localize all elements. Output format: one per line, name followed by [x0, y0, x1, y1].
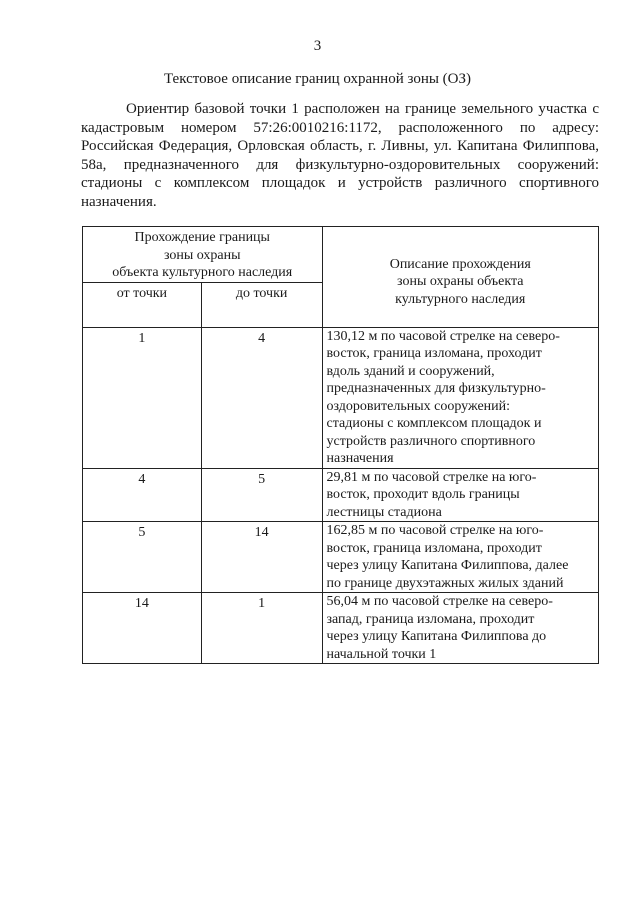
header-description: [322, 227, 599, 328]
cell-description: [322, 327, 599, 468]
desc-line: по границе двухэтажных жилых зданий: [326, 575, 564, 591]
header-desc-line: Описание прохождения: [389, 256, 531, 272]
table-row: [83, 522, 599, 593]
header-desc-line: зоны охраны объекта: [397, 274, 524, 289]
desc-line: лестницы стадиона: [326, 504, 442, 520]
cell-from: 1: [83, 327, 202, 468]
table-row: [83, 327, 599, 468]
desc-line: 56,04 м по часовой стрелке на северо-: [326, 594, 553, 609]
desc-line: устройств различного спортивного: [326, 433, 536, 449]
desc-line: 162,85 м по часовой стрелке на юго-: [326, 523, 544, 538]
cell-to: 4: [201, 327, 322, 468]
cell-from: 4: [83, 468, 202, 522]
intro-text: Ориентир базовой точки 1 расположен на границе земельного участка с кадастровым номером 57:26:0010216:1172, расположенного по адресу: Российская Федерация, Орловская область, г. Ливны, ул. Капитана Филиппова, 58а, предназначенного для физкультурно-оздоровительных сооружений: стадионы с комплексом площадок и устройств различного спортивного назначения.: [81, 101, 599, 210]
document-title: Текстовое описание границ охранной зоны (ОЗ): [163, 71, 472, 87]
desc-line: через улицу Капитана Филиппова до: [326, 629, 547, 644]
table-header-row: [83, 227, 599, 283]
header-from-point: от точки: [83, 282, 202, 327]
desc-line: восток, граница изломана, проходит: [326, 346, 542, 361]
cell-description: [322, 522, 599, 593]
header-desc-line: культурного наследия: [395, 291, 526, 307]
desc-line: предназначенных для физкультурно-: [326, 381, 546, 396]
desc-line: через улицу Капитана Филиппова, далее: [326, 558, 569, 573]
header-group-line: объекта культурного наследия: [112, 265, 293, 280]
page-number: 3: [313, 38, 322, 54]
boundary-table: [82, 226, 599, 664]
header-group-line: Прохождение границы: [134, 230, 270, 245]
cell-from: 5: [83, 522, 202, 593]
cell-to: 1: [201, 593, 322, 664]
cell-to: 5: [201, 468, 322, 522]
header-group-line: зоны охраны: [163, 247, 241, 263]
desc-line: запад, граница изломана, проходит: [326, 611, 535, 627]
desc-line: 29,81 м по часовой стрелке на юго-: [326, 469, 537, 485]
cell-description: [322, 468, 599, 522]
intro-paragraph: [81, 100, 599, 211]
table-row: [83, 593, 599, 664]
cell-description: [322, 593, 599, 664]
desc-line: назначения: [326, 451, 394, 466]
header-to-point: до точки: [201, 282, 322, 327]
desc-line: восток, проходит вдоль границы: [326, 487, 520, 502]
desc-line: восток, граница изломана, проходит: [326, 540, 542, 556]
desc-line: начальной точки 1: [326, 646, 437, 662]
header-boundary-passage: [83, 227, 323, 283]
desc-line: 130,12 м по часовой стрелке на северо-: [326, 328, 560, 344]
cell-to: 14: [201, 522, 322, 593]
cell-from: 14: [83, 593, 202, 664]
desc-line: оздоровительных сооружений:: [326, 398, 511, 414]
table-row: [83, 468, 599, 522]
desc-line: вдоль зданий и сооружений,: [326, 363, 495, 379]
desc-line: стадионы с комплексом площадок и: [326, 416, 542, 431]
